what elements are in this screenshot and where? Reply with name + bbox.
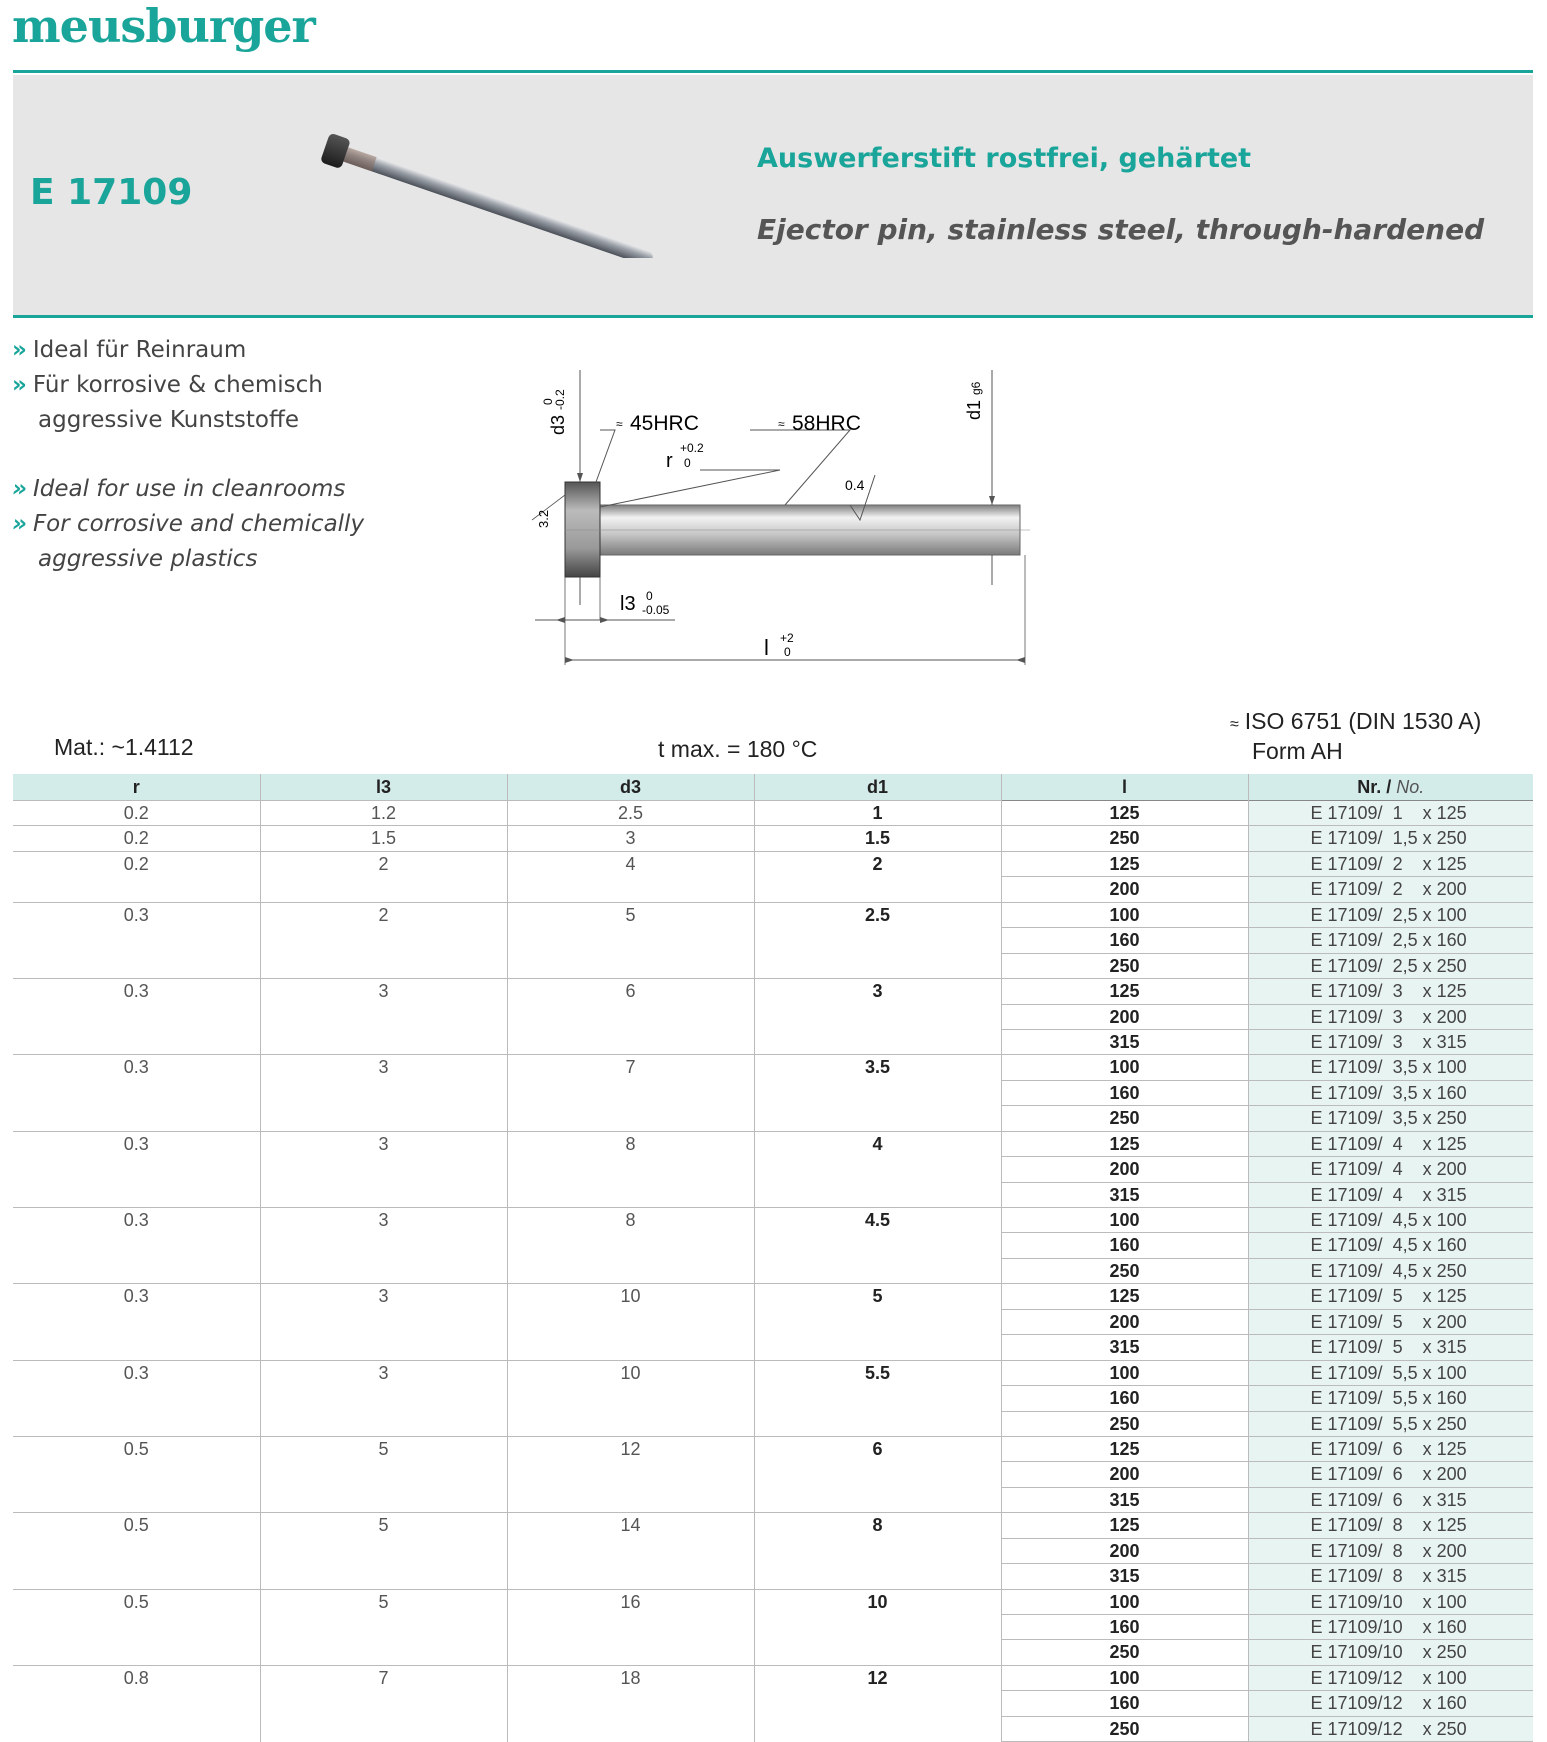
cell-l: 250 (1001, 1411, 1248, 1436)
cell-l: 100 (1001, 1055, 1248, 1080)
cell-l3: 2 (260, 851, 507, 902)
header-d3: d3 (507, 774, 754, 801)
cell-order-number: E 17109/ 1 x 125 (1248, 801, 1533, 826)
cell-l: 315 (1001, 1029, 1248, 1054)
table-row (13, 851, 1533, 876)
cell-l: 200 (1001, 1462, 1248, 1487)
feature-item: » Ideal for use in cleanrooms (12, 476, 346, 502)
cell-l3: 3 (260, 1131, 507, 1207)
cell-d3: 10 (507, 1360, 754, 1436)
cell-d1: 1.5 (754, 826, 1001, 851)
roughness-label: 0.4 (845, 477, 865, 493)
cell-d1: 2.5 (754, 902, 1001, 978)
cell-d3: 8 (507, 1208, 754, 1284)
cell-l: 125 (1001, 1513, 1248, 1538)
cell-d3: 2.5 (507, 801, 754, 826)
cell-l3: 5 (260, 1589, 507, 1665)
cell-d3: 6 (507, 979, 754, 1055)
table-row (13, 826, 1533, 851)
l3-tol-bottom: -0.05 (642, 603, 670, 617)
cell-order-number: E 17109/ 6 x 200 (1248, 1462, 1533, 1487)
r-tol-bottom: 0 (684, 456, 691, 470)
cell-d3: 5 (507, 902, 754, 978)
cell-order-number: E 17109/ 3,5 x 100 (1248, 1055, 1533, 1080)
table-row (13, 1055, 1533, 1080)
cell-l: 315 (1001, 1487, 1248, 1512)
feature-item: » For corrosive and chemically (12, 511, 365, 537)
chamfer-label: 3.2 (536, 509, 551, 528)
chevron-right-icon: » (12, 476, 27, 502)
cell-order-number: E 17109/ 8 x 200 (1248, 1538, 1533, 1563)
cell-d3: 14 (507, 1513, 754, 1589)
cell-l: 125 (1001, 1131, 1248, 1156)
cell-order-number: E 17109/10 x 160 (1248, 1615, 1533, 1640)
cell-order-number: E 17109/ 2,5 x 100 (1248, 902, 1533, 927)
table-row (13, 1284, 1533, 1309)
cell-l: 100 (1001, 1208, 1248, 1233)
d1-tol: g6 (969, 381, 983, 395)
cell-order-number: E 17109/12 x 160 (1248, 1691, 1533, 1716)
cell-l: 100 (1001, 1665, 1248, 1690)
cell-order-number: E 17109/ 3 x 125 (1248, 979, 1533, 1004)
cell-l: 250 (1001, 1640, 1248, 1665)
cell-l3: 2 (260, 902, 507, 978)
features-german (12, 333, 323, 438)
cell-d1: 6 (754, 1436, 1001, 1512)
cell-order-number: E 17109/ 8 x 315 (1248, 1564, 1533, 1589)
table-header-row (13, 774, 1533, 801)
cell-r: 0.3 (13, 1360, 260, 1436)
cell-order-number: E 17109/ 2 x 125 (1248, 851, 1533, 876)
r-tol-top: +0.2 (680, 441, 704, 455)
form-spec: Form AH (1252, 738, 1343, 764)
pin-head (565, 482, 600, 577)
cell-order-number: E 17109/ 3,5 x 160 (1248, 1080, 1533, 1105)
cell-l: 315 (1001, 1564, 1248, 1589)
cell-d1: 8 (754, 1513, 1001, 1589)
cell-r: 0.5 (13, 1589, 260, 1665)
cell-l: 160 (1001, 1233, 1248, 1258)
title-english: Ejector pin, stainless steel, through-hardened (757, 213, 1485, 246)
cell-order-number: E 17109/12 x 100 (1248, 1665, 1533, 1690)
cell-l: 100 (1001, 1589, 1248, 1614)
cell-l: 100 (1001, 1360, 1248, 1385)
hrc-shaft-label: 58HRC (792, 412, 861, 435)
cell-order-number: E 17109/ 6 x 315 (1248, 1487, 1533, 1512)
banner-divider (13, 315, 1533, 318)
feature-item: » Für korrosive & chemisch (12, 372, 323, 398)
cell-l3: 3 (260, 1208, 507, 1284)
material-spec: Mat.: ~1.4112 (54, 734, 194, 760)
cell-order-number: E 17109/ 1,5 x 250 (1248, 826, 1533, 851)
cell-order-number: E 17109/ 5,5 x 100 (1248, 1360, 1533, 1385)
approx-symbol: ≈ (1230, 716, 1239, 733)
cell-r: 0.3 (13, 1284, 260, 1360)
cell-d1: 5 (754, 1284, 1001, 1360)
cell-l3: 1.2 (260, 801, 507, 826)
l-tol-top: +2 (780, 631, 794, 645)
cell-r: 0.3 (13, 902, 260, 978)
table-row (13, 801, 1533, 826)
ejector-pin-image (320, 128, 680, 258)
cell-l: 200 (1001, 1157, 1248, 1182)
cell-l: 200 (1001, 877, 1248, 902)
table-row (13, 979, 1533, 1004)
cell-order-number: E 17109/10 x 250 (1248, 1640, 1533, 1665)
cell-l: 125 (1001, 851, 1248, 876)
product-code: E 17109 (30, 172, 193, 213)
cell-l3: 5 (260, 1513, 507, 1589)
chevron-right-icon: » (12, 511, 27, 537)
cell-l: 250 (1001, 826, 1248, 851)
cell-order-number: E 17109/ 5,5 x 160 (1248, 1386, 1533, 1411)
cell-r: 0.5 (13, 1436, 260, 1512)
cell-l: 250 (1001, 1106, 1248, 1131)
cell-r: 0.2 (13, 851, 260, 902)
cell-d1: 5.5 (754, 1360, 1001, 1436)
title-german: Auswerferstift rostfrei, gehärtet (757, 143, 1252, 174)
cell-order-number: E 17109/ 2,5 x 160 (1248, 928, 1533, 953)
cell-d1: 2 (754, 851, 1001, 902)
cell-l: 250 (1001, 1258, 1248, 1283)
cell-d3: 18 (507, 1665, 754, 1741)
cell-l: 250 (1001, 953, 1248, 978)
r-label: r (666, 450, 673, 472)
dimension-table (13, 774, 1533, 1742)
cell-order-number: E 17109/ 4,5 x 250 (1248, 1258, 1533, 1283)
hrc-head-label: 45HRC (630, 412, 699, 435)
cell-l: 315 (1001, 1335, 1248, 1360)
cell-l: 125 (1001, 979, 1248, 1004)
features-english (12, 472, 364, 577)
cell-d1: 10 (754, 1589, 1001, 1665)
table-row (13, 1131, 1533, 1156)
cell-order-number: E 17109/12 x 250 (1248, 1716, 1533, 1741)
cell-l3: 3 (260, 1360, 507, 1436)
d3-tol-top: 0 (541, 398, 555, 405)
cell-l: 250 (1001, 1716, 1248, 1741)
cell-order-number: E 17109/ 5 x 315 (1248, 1335, 1533, 1360)
cell-l: 125 (1001, 1436, 1248, 1461)
cell-l3: 3 (260, 979, 507, 1055)
cell-l: 200 (1001, 1538, 1248, 1563)
cell-order-number: E 17109/ 4,5 x 100 (1248, 1208, 1533, 1233)
feature-item-continued: aggressive Kunststoffe (38, 407, 299, 433)
l3-tol-top: 0 (646, 589, 653, 603)
cell-l: 160 (1001, 1691, 1248, 1716)
cell-l: 100 (1001, 902, 1248, 927)
cell-l: 125 (1001, 801, 1248, 826)
technical-drawing (520, 355, 1040, 675)
d3-label: d3 (548, 414, 568, 435)
header-divider (13, 70, 1533, 73)
cell-l: 160 (1001, 1615, 1248, 1640)
cell-order-number: E 17109/ 3 x 315 (1248, 1029, 1533, 1054)
cell-order-number: E 17109/ 8 x 125 (1248, 1513, 1533, 1538)
header-l: l (1001, 774, 1248, 801)
cell-d3: 12 (507, 1436, 754, 1512)
cell-l3: 1.5 (260, 826, 507, 851)
cell-l3: 3 (260, 1284, 507, 1360)
table-row (13, 1208, 1533, 1233)
cell-order-number: E 17109/ 3,5 x 250 (1248, 1106, 1533, 1131)
table-row (13, 1360, 1533, 1385)
cell-order-number: E 17109/ 6 x 125 (1248, 1436, 1533, 1461)
l-label: l (764, 635, 769, 660)
cell-d1: 3 (754, 979, 1001, 1055)
cell-l: 315 (1001, 1182, 1248, 1207)
cell-order-number: E 17109/ 3 x 200 (1248, 1004, 1533, 1029)
cell-d1: 4 (754, 1131, 1001, 1207)
cell-d3: 4 (507, 851, 754, 902)
table-row (13, 1665, 1533, 1690)
cell-r: 0.8 (13, 1665, 260, 1741)
cell-d1: 4.5 (754, 1208, 1001, 1284)
header-nr: Nr. / No. (1248, 774, 1533, 801)
cell-l3: 5 (260, 1436, 507, 1512)
cell-l: 200 (1001, 1004, 1248, 1029)
cell-l3: 3 (260, 1055, 507, 1131)
table-row (13, 902, 1533, 927)
cell-l3: 7 (260, 1665, 507, 1741)
product-banner (13, 75, 1533, 315)
cell-order-number: E 17109/ 4 x 315 (1248, 1182, 1533, 1207)
table-row (13, 1513, 1533, 1538)
table-row (13, 1436, 1533, 1461)
l-tol-bottom: 0 (784, 645, 791, 659)
cell-order-number: E 17109/ 2 x 200 (1248, 877, 1533, 902)
cell-d3: 7 (507, 1055, 754, 1131)
cell-order-number: E 17109/10 x 100 (1248, 1589, 1533, 1614)
cell-r: 0.3 (13, 979, 260, 1055)
cell-d1: 3.5 (754, 1055, 1001, 1131)
cell-r: 0.5 (13, 1513, 260, 1589)
header-r: r (13, 774, 260, 801)
cell-l: 160 (1001, 1080, 1248, 1105)
cell-r: 0.2 (13, 801, 260, 826)
feature-item: » Ideal für Reinraum (12, 337, 247, 363)
cell-r: 0.3 (13, 1055, 260, 1131)
cell-order-number: E 17109/ 5 x 125 (1248, 1284, 1533, 1309)
cell-d1: 1 (754, 801, 1001, 826)
table-row (13, 1589, 1533, 1614)
cell-l: 160 (1001, 1386, 1248, 1411)
cell-d1: 12 (754, 1665, 1001, 1741)
header-d1: d1 (754, 774, 1001, 801)
d1-label: d1 (964, 399, 984, 420)
cell-r: 0.2 (13, 826, 260, 851)
chevron-right-icon: » (12, 372, 27, 398)
chevron-right-icon: » (12, 337, 27, 363)
cell-d3: 8 (507, 1131, 754, 1207)
cell-d3: 3 (507, 826, 754, 851)
l3-label: l3 (620, 593, 636, 615)
cell-l: 160 (1001, 928, 1248, 953)
d3-tol-bottom: -0.2 (553, 389, 567, 410)
cell-order-number: E 17109/ 4,5 x 160 (1248, 1233, 1533, 1258)
cell-d3: 10 (507, 1284, 754, 1360)
cell-order-number: E 17109/ 4 x 125 (1248, 1131, 1533, 1156)
approx-symbol: ≈ (616, 417, 623, 431)
cell-order-number: E 17109/ 2,5 x 250 (1248, 953, 1533, 978)
cell-l: 125 (1001, 1284, 1248, 1309)
cell-l: 200 (1001, 1309, 1248, 1334)
approx-symbol: ≈ (778, 417, 785, 431)
brand-logo: meusburger (12, 0, 315, 53)
feature-item-continued: aggressive plastics (38, 546, 258, 572)
max-temperature: t max. = 180 °C (658, 736, 818, 762)
standard-spec: ≈ ISO 6751 (DIN 1530 A) Form AH (1230, 708, 1482, 764)
cell-order-number: E 17109/ 5,5 x 250 (1248, 1411, 1533, 1436)
cell-r: 0.3 (13, 1131, 260, 1207)
cell-order-number: E 17109/ 5 x 200 (1248, 1309, 1533, 1334)
cell-d3: 16 (507, 1589, 754, 1665)
cell-r: 0.3 (13, 1208, 260, 1284)
header-l3: l3 (260, 774, 507, 801)
cell-order-number: E 17109/ 4 x 200 (1248, 1157, 1533, 1182)
